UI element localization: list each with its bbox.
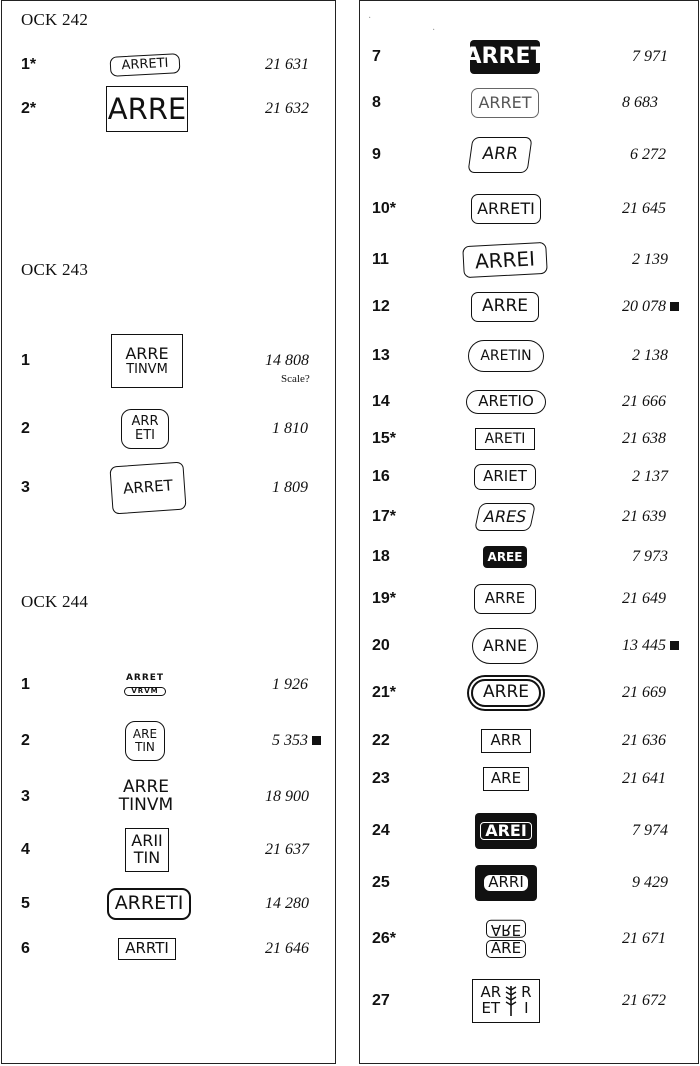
stamp-image [471,88,539,118]
palm-branch-icon [504,984,518,1018]
catalogue-number: 21 645 [622,200,666,217]
stamp-image [475,865,537,901]
catalogue-number: 6 272 [630,146,666,163]
catalogue-number: 1 926 [272,676,308,693]
stamp-text: ARETI [484,430,526,447]
stamp-text: ARR [131,414,159,430]
catalogue-number: 14 280 [265,895,309,912]
stamp-text: ARRET [125,673,165,684]
stamp-image [111,776,181,818]
stamp-text: ARRE [482,296,528,317]
catalogue-number: 21 669 [622,684,666,701]
stamp-text: ARRE [483,682,529,703]
stamp-image [474,584,536,614]
catalogue-number: 1 809 [272,479,308,496]
stamp-image [483,546,527,568]
entry-number: 24 [372,822,390,839]
catalogue-number: 21 636 [622,732,666,749]
entry-number: 19* [372,590,397,607]
stamp-text: ARE [490,769,522,788]
stamp-text: ARES [482,506,529,526]
stamp-right-block [521,985,531,1017]
stamp-image [464,40,546,74]
entry-number: 10* [372,200,397,217]
stamp-text: ARRETI [121,55,169,74]
entry-number: 22 [372,732,390,749]
stamp-image [474,503,536,531]
catalogue-number: 20 078 [622,298,679,316]
entry-number: 2* [21,100,37,117]
stamp-image [125,721,165,761]
stamp-text: ETI [135,428,155,443]
stamp-text: ARRE [123,777,169,798]
stamp-text: R [521,983,532,1002]
stamp-text: ARRET [122,476,174,498]
stamp-image [109,461,186,514]
stamp-text: ARE [486,940,526,958]
stamp-image [467,137,532,173]
catalogue-number: 14 808 [265,352,309,369]
entry-number: 20 [372,637,390,654]
entry-number: 9 [372,146,381,163]
left-panel [1,0,336,1064]
stamp-text: ARE [132,727,158,742]
stamp-text: ARRI [484,875,528,891]
stamp-image [119,668,171,702]
stamp-text: TINVM [118,795,174,815]
catalogue-number: 9 429 [632,874,668,891]
stamp-image [466,390,546,414]
stamp-text: ARETIN [480,347,532,364]
stamp-text: ET [481,999,501,1017]
stamp-text: AREI [480,822,532,841]
entry-number: 27 [372,992,390,1009]
marker-square [670,302,679,311]
catalogue-number: 21 638 [622,430,666,447]
stamp-text: ARRETI [477,198,535,218]
catalogue-number: 21 671 [622,930,666,947]
entry-number: 6 [21,940,30,957]
entry-number: 1 [21,676,30,693]
stamp-image [483,767,529,791]
stamp-text: ARETIO [478,392,534,411]
stamp-text: AREE [487,549,523,564]
stamp-image [471,292,539,322]
stamp-text: ARNE [482,635,528,655]
stamp-text: ARRTI [125,939,169,958]
stamp-image [118,938,176,960]
stamp-image [121,409,169,449]
scale-note: Scale? [281,373,310,385]
stamp-text: ARRETI [114,892,184,915]
entry-number: 2 [21,420,30,437]
stamp-image [472,979,540,1023]
stamp-text: VRVM [124,687,165,696]
entry-number: 25 [372,874,390,891]
entry-number: 2 [21,732,30,749]
catalogue-number: 21 672 [622,992,666,1009]
entry-number: 7 [372,48,381,65]
catalogue-number: 21 641 [622,770,666,787]
entry-number: 21* [372,684,397,701]
stamp-text: ARIET [483,467,527,486]
entry-number: 11 [372,251,389,268]
catalogue-number: 7 973 [632,548,668,565]
catalogue-number: 21 631 [265,56,309,73]
stamp-image [474,464,536,490]
stamp-text: ARE [486,920,526,938]
catalogue-number: 7 974 [632,822,668,839]
stamp-text: TIN [135,740,155,754]
entry-number: 17* [372,508,397,525]
catalogue-number: 5 353 [272,732,321,750]
catalogue-number: 21 646 [265,940,309,957]
stamp-image [471,194,541,224]
stamp-text: ARII [131,831,163,851]
stamp-text: ARR [490,731,522,750]
entry-number: 15* [372,430,397,447]
right-panel [359,0,699,1064]
entry-number: 4 [21,841,30,858]
stamp-text: ARRE [107,91,187,126]
marker-square [670,641,679,650]
scan-speck: · [432,25,436,36]
stamp-text: ARRE [484,589,526,608]
stamp-text: TINVM [126,361,168,377]
stamp-image [125,828,169,872]
catalogue-number: 21 637 [265,841,309,858]
stamp-image [471,679,541,707]
entry-number: 18 [372,548,390,565]
stamp-text: TIN [133,848,161,867]
catalogue-number: 2 139 [632,251,668,268]
stamp-text: ARRE [125,343,169,363]
stamp-image [111,334,183,388]
stamp-text: ARRET [464,44,546,70]
stamp-image [106,86,188,132]
stamp-image [475,813,537,849]
stamp-text: ARR [481,144,520,165]
section-title-ock-242: OCK 242 [21,10,89,29]
stamp-image [110,53,181,77]
stamp-text: AR [480,983,502,1002]
section-title-ock-243: OCK 243 [21,260,89,279]
entry-number: 8 [372,94,381,111]
entry-number: 23 [372,770,390,787]
stamp-image [475,428,535,450]
catalogue-number: 21 666 [622,393,666,410]
stamp-image [481,729,531,753]
entry-number: 12 [372,298,390,315]
section-title-ock-244: OCK 244 [21,592,89,611]
scan-speck: · [368,13,372,24]
entry-number: 16 [372,468,390,485]
catalogue-number: 2 137 [632,468,668,485]
catalogue-number: 8 683 [622,94,658,111]
stamp-text: ARREI [474,245,536,274]
entry-number: 3 [21,479,30,496]
stamp-image [468,340,544,372]
entry-number: 14 [372,393,390,410]
entry-number: 26* [372,930,397,947]
stamp-text: I [524,999,529,1017]
stamp-image [482,917,530,961]
entry-number: 1* [21,56,37,73]
catalogue-number: 2 138 [632,347,668,364]
catalogue-number: 21 632 [265,100,309,117]
stamp-image [462,242,548,278]
catalogue-number: 1 810 [272,420,308,437]
catalogue-number: 21 649 [622,590,666,607]
catalogue-number: 21 639 [622,508,666,525]
entry-number: 3 [21,788,30,805]
stamp-left-block [480,985,501,1017]
marker-square [312,736,321,745]
stamp-text: ARRET [478,92,532,112]
entry-number: 1 [21,352,30,369]
catalogue-number: 13 445 [622,637,679,655]
entry-number: 5 [21,895,30,912]
catalogue-number: 7 971 [632,48,668,65]
stamp-image [107,888,191,920]
entry-number: 13 [372,347,390,364]
stamp-image [472,628,538,664]
catalogue-number: 18 900 [265,788,309,805]
